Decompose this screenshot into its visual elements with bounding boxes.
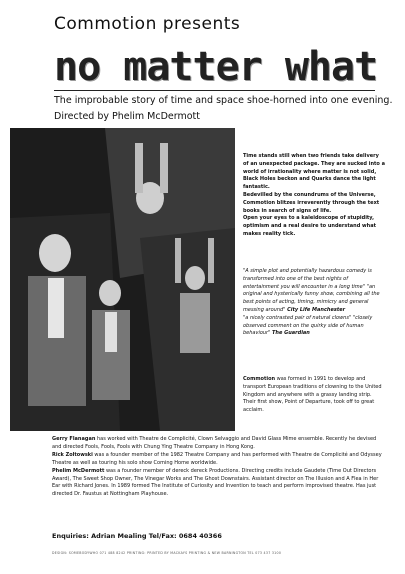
quote: "a nicely contrasted pair of natural clowns" "closely observed comment on the quirky side of human behaviour" The Guardian <box>243 314 373 337</box>
bio: Phelim McDermott was a founder member of dereck dereck Productions. Directing credits include Gaudete (Time Out Directors Award), The Sweet Shop Owner, The Vinegar Works and The Ghost Downstairs. Assistant director on The Illusion and A Flea in Her Ear with Richard Jones. In 1989 formed The Institute of Curiosity and Invention to teach and perform improvised theatre. Has just directed Dr. Faustus at Nottingham Playhouse. <box>52 467 379 498</box>
photo-collage <box>10 128 235 431</box>
bio: Gerry Flanagan has worked with Theatre de Complicité, Clown Selvaggio and David Glass Mime ensemble. Recently he devised and directed Fools, Fools, Fools with Chung Ying Theatre Company in Hong Kong. <box>52 436 377 450</box>
enquiries-line: Enquiries: Adrian Mealing Tel/Fax: 0684 40366 <box>52 532 222 540</box>
show-title: no matter what <box>54 44 378 90</box>
divider <box>54 90 375 91</box>
production-photo <box>10 128 235 431</box>
quote-source: The Guardian <box>272 330 310 337</box>
quote: "A simple plot and potentially hazardous comedy is transformed into one of the best nights of entertainment you will encounter in a long time" "an original and hysterically funny show, combining all the best points of acting, timing, mimicry and general messing around" City Life Manchester <box>243 268 380 313</box>
company-description: Commotion was formed in 1991 to develop and transport European traditions of clowning to the United Kingdom and anywhere with a grassy landing strip. Their first show, Point of Departure, took off to great acclaim. <box>243 376 382 414</box>
print-credits: DESIGN: SOMEBODYWHO 071 488 8242 PRINTING: PRINTED BY MACKAYS PRINTING & NEW BARNINGTON TEL 073 437 3100 <box>52 551 282 555</box>
company-name: Commotion <box>243 376 276 382</box>
tagline: The improbable story of time and space shoe-horned into one evening. <box>54 95 393 106</box>
director-credit: Directed by Phelim McDermott <box>54 111 200 122</box>
presenter-line: Commotion presents <box>54 14 241 34</box>
quote-source: City Life Manchester <box>287 306 346 313</box>
intro-paragraph: Open your eyes to a kaleidoscope of stupidity, optimism and a real desire to understand what makes reality tick. <box>243 215 376 237</box>
intro-paragraph: Time stands still when two friends take delivery of an unexpected package. They are sucked into a world of irrationality where matter is not solid, Black Holes beckon and Quarks dance the light fantastic. <box>243 153 385 191</box>
cast-bios <box>52 436 382 499</box>
intro-text <box>243 153 385 239</box>
intro-paragraph: Bedevilled by the conundrums of the Universe, Commotion blitzes irreverently through the text books in search of signs of life. <box>243 191 380 214</box>
press-quotes <box>243 268 385 338</box>
bio: Rick Zoltowski was a founder member of the 1982 Theatre Company and has performed with Theatre de Complicité and Odyssey Theatre as well as touring his solo show Coming Home worldwide. <box>52 451 382 466</box>
